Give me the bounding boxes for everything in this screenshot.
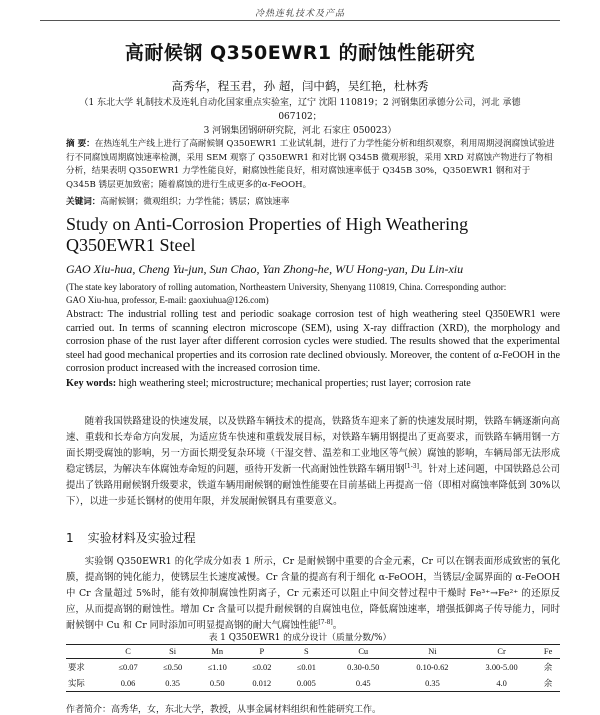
section-text: 实验钢 Q350EWR1 的化学成分如表 1 所示，Cr 是耐候钢中重要的合金元素，Cr 可以在钢表面形成致密的氧化膜，提高钢的钝化能力，使锈层生长速度减慢。Cr 含量的提高有利于细化 α-FeOOH，当锈层/金属界面的 α-FeOOH 中 Cr 含量超过 5%时，能有效抑制腐蚀性阴离子，Cr 元素还可以阻止中间交替过程中干燥时 Fe³⁺→Fe²⁺ 的还原反应，从而提高钢的耐蚀性。增加 Cr 含量可以提升耐候钢的自腐蚀电位，降低腐蚀速率，增强抵御离子传导能力，同时耐候钢中 Cu 和 Cr 同时添加可明显提高钢的耐大气腐蚀性能 [66,556,560,631]
table-cell: 4.0 [496,678,507,688]
table-cell: 0.35 [165,678,180,688]
composition-table [66,644,560,692]
running-head: 冷热连轧技术及产品 [254,9,345,19]
table-cell: 0.45 [355,678,371,688]
abstract-cn-text: 在热连轧生产线上进行了高耐候钢 Q350EWR1 工业试轧制，进行了力学性能分析和组织观察，利用周期浸润腐蚀试验进行不同腐蚀周期腐蚀速率检测，采用 SEM 观察了 Q350EWR1 和对比钢 Q345B 微观形貌，采用 XRD 对腐蚀产物进行了物相分析，结果表明 Q350EWR1 力学性能良好，耐腐蚀性能良好，相对腐蚀速率低于 Q345B 30%，Q350EWR1 钢和对于 Q345B 锈层更加致密；随着腐蚀的进行生成更多的α-FeOOH。 [66,139,555,190]
table-cell: ≤0.07 [118,662,138,672]
abstract-cn [66,138,556,192]
affiliation-en [66,281,560,306]
authors-en: GAO Xiu-hua, Cheng Yu-jun, Sun Chao, Yan Zhong-he, WU Hong-yan, Du Lin-xiu [66,262,464,276]
affiliation-cn-line2: 3 河钢集团钢研研究院，河北 石家庄 050023） [203,126,397,136]
table-header-cell: Mn [211,647,224,656]
table-header-cell: Cr [497,647,506,656]
table-cell: 要求 [68,662,85,672]
affiliation-cn-line1: （1 东北大学 轧制技术及连轧自动化国家重点实验室，辽宁 沈阳 110819；2 河钢集团承德分公司，河北 承德 067102； [79,98,521,122]
table-cell: 0.10-0.62 [416,662,449,672]
keywords-en [66,378,560,389]
authors-cn: 高秀华，程玉君，孙 超，闫中鹤，吴红艳，杜林秀 [171,79,429,93]
table-header-cell: S [304,647,309,656]
abstract-en-text: The industrial rolling test and periodic soakage corrosion test of high weathering steel Q350EWR1 were carried out. In terms of scanning electron microscope (SEM), using X-ray diffraction (XRD), the morphology and corrosion phase of the rust layer after different corrosion cycles were studied. The results showed that the experimental steel had good mechanical properties and its corrosion rate declined obviously. Moreover, the content of α-FeOOH in the corrosion product increased with the increased corrosion time. [66,309,560,375]
keywords-en-text: high weathering steel; microstructure; mechanical properties; rust layer; corrosion rate [118,378,471,389]
abstract-en [66,308,560,376]
title-en: Study on Anti-Corrosion Properties of High Weathering Q350EWR1 Steel [66,214,469,255]
section-heading [66,529,196,546]
table-cell: ≤0.50 [162,662,183,672]
table-header-cell: Cu [358,647,369,656]
table-cell: 0.50 [209,678,225,688]
table-row [66,675,560,692]
intro-paragraph [66,414,560,510]
table-header-cell: Ni [428,647,437,656]
header-rule [40,20,560,21]
affiliation-cn [60,96,540,138]
table-cell: 0.35 [425,678,440,688]
keywords-cn-text: 高耐候钢；微观组织；力学性能；锈层；腐蚀速率 [100,197,290,207]
intro-text: 随着我国铁路建设的快速发展，以及铁路车辆技术的提高，铁路货车迎来了新的快速发展时期，铁路车辆逐渐向高速、重载和长寿命方向发展，为适应货车快速和重载发展目标，对铁路车辆用钢提出了更高要求，而铁路车辆用钢一方面长期受腐蚀的影响，另一方面长期受复杂环境（干湿交替、温差和工业地区等气候）腐蚀的影响，车辆局部无法形成稳定锈层，为解决车体腐蚀寿命短的问题，亟待开发新一代高耐蚀性铁路车辆用钢 [66,416,560,475]
section-text-2: 。 [332,620,343,631]
intro-text-2: 。针对上述问题，中国铁路总公司提出了铁路用耐候钢升级要求，铁道车辆用耐候钢的耐蚀性能要在目前基础上再提高一倍（即相对腐蚀率降低到 30%以下），以进一步延长钢材的使用年限，并发展耐候钢具有重要意义。 [66,464,560,507]
table-row [66,659,560,676]
table-cell: 0.06 [120,678,136,688]
affiliation-en-line2: GAO Xiu-hua, professor, E-mail: gaoxiuhua@126.com) [66,294,269,305]
intro-citation: [1-3] [404,462,419,470]
keywords-cn-label: 关键词： [66,197,101,207]
table-header-cell: Si [169,647,177,656]
section-citation: [7-8] [318,618,333,626]
title-cn: 高耐候钢 Q350EWR1 的耐蚀性能研究 [124,42,476,64]
table-header-row [66,645,560,659]
keywords-en-label: Key words: [66,378,117,389]
abstract-en-label: Abstract: [66,309,104,320]
table-cell: 0.30-0.50 [347,662,380,672]
table-header-cell: C [125,647,131,656]
table-cell: ≤0.02 [252,662,272,672]
author-footnote: 作者简介：高秀华，女，东北大学，教授，从事金属材料组织和性能研究工作。 [66,705,382,715]
table-cell: 实际 [68,678,85,688]
table-cell: 3.00-5.00 [485,662,518,672]
table-header-cell: Fe [543,647,553,656]
table-cell: 余 [543,679,553,688]
section-paragraph [66,554,560,634]
keywords-cn [66,196,556,210]
section-number: 1 [66,531,74,545]
affiliation-en-line1: (The state key laboratory of rolling automation, Northeastern University, Shenyang 110819, China. Corresponding author: [66,282,507,292]
table-cell: 0.005 [296,678,316,688]
table-header-cell: P [259,647,265,656]
table-cell: 0.012 [252,678,272,688]
table-caption: 表 1 Q350EWR1 的成分设计（质量分数/%） [208,633,392,643]
table-cell: ≤1.10 [207,662,227,672]
section-title: 实验材料及实验过程 [87,531,196,545]
table-header-cell [66,645,106,659]
abstract-cn-label: 摘 要： [66,139,95,149]
table-cell: ≤0.01 [296,662,316,672]
table-cell: 余 [543,663,553,672]
